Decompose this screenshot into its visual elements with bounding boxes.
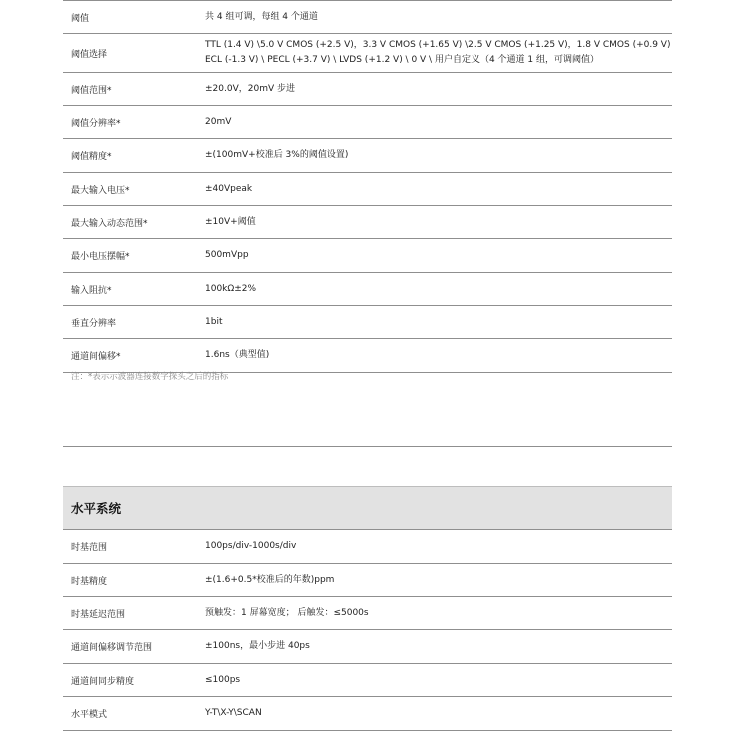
digital-spec-table	[63, 0, 672, 373]
row-key: 垂直分辨率	[71, 318, 117, 329]
table-row	[63, 139, 672, 173]
row-value: ≤100ps	[205, 674, 241, 685]
row-key: 阈值精度*	[71, 152, 112, 162]
row-key: 通道间同步精度	[71, 676, 135, 687]
table-row	[63, 206, 672, 239]
row-key: 最小电压摆幅*	[71, 252, 130, 262]
row-key: 通道间偏移调节范围	[71, 643, 153, 653]
row-key: 水平模式	[71, 710, 108, 720]
table-row	[63, 564, 672, 597]
row-value: 100kΩ±2%	[205, 283, 257, 294]
table-row	[63, 530, 672, 564]
table-row	[63, 106, 672, 139]
divider	[63, 446, 672, 447]
row-value: 500mVpp	[205, 250, 249, 260]
row-key: 通道间偏移*	[71, 352, 121, 362]
row-value: 1.6ns（典型值)	[205, 350, 270, 360]
row-key: 阈值选择	[71, 49, 108, 60]
row-key: 阈值	[71, 13, 90, 24]
row-value-line: ECL (-1.3 V) \ PECL (+3.7 V) \ LVDS (+1.2 V) \ 0 V \ 用户自定义（4 个通道 1 组，可调阈值）	[205, 55, 599, 65]
table-row	[63, 73, 672, 106]
table-row	[63, 1, 672, 34]
row-value: 20mV	[205, 116, 232, 127]
row-value: ±10V+阈值	[205, 216, 256, 227]
table-row	[63, 273, 672, 306]
row-key: 最大输入电压*	[71, 185, 130, 196]
table-row	[63, 306, 672, 339]
row-key: 阈值范围*	[71, 85, 112, 96]
row-key: 输入阻抗*	[71, 285, 112, 296]
row-key: 时基范围	[71, 543, 108, 553]
row-value: Y-T\X-Y\SCAN	[205, 708, 262, 718]
row-value: 100ps/div-1000s/div	[205, 541, 297, 551]
table-row	[63, 339, 672, 373]
horizontal-spec-table	[63, 530, 672, 731]
table-row	[63, 239, 672, 273]
table-row	[63, 664, 672, 697]
table-row	[63, 597, 672, 630]
row-key: 最大输入动态范围*	[71, 218, 148, 229]
row-value: 共 4 组可调，每组 4 个通道	[205, 11, 318, 22]
row-value-line: TTL (1.4 V) \5.0 V CMOS (+2.5 V)，3.3 V CMOS (+1.65 V) \2.5 V CMOS (+1.25 V)，1.8 V CMOS (+0.9 V)	[205, 40, 671, 50]
row-value: ±40Vpeak	[205, 183, 253, 194]
row-value: ±(100mV+校准后 3%的阈值设置)	[205, 150, 349, 160]
table-row	[63, 173, 672, 206]
section-title: 水平系统	[71, 501, 122, 516]
row-value: 1bit	[205, 316, 223, 327]
row-value: ±20.0V，20mV 步进	[205, 83, 295, 94]
footnote: 注：*表示示波器连接数字探头之后的指标	[71, 372, 229, 382]
table-row	[63, 697, 672, 731]
row-value: ±(1.6+0.5*校准后的年数)ppm	[205, 574, 335, 585]
row-key: 时基延迟范围	[71, 609, 126, 620]
row-value: 预触发：1 屏幕宽度； 后触发：≤5000s	[205, 607, 369, 618]
row-value	[205, 38, 672, 68]
table-row	[63, 34, 672, 73]
section-header	[63, 486, 672, 530]
row-value: ±100ns，最小步进 40ps	[205, 641, 310, 651]
table-row	[63, 630, 672, 664]
row-key: 时基精度	[71, 576, 108, 587]
row-key: 阈值分辨率*	[71, 118, 121, 129]
